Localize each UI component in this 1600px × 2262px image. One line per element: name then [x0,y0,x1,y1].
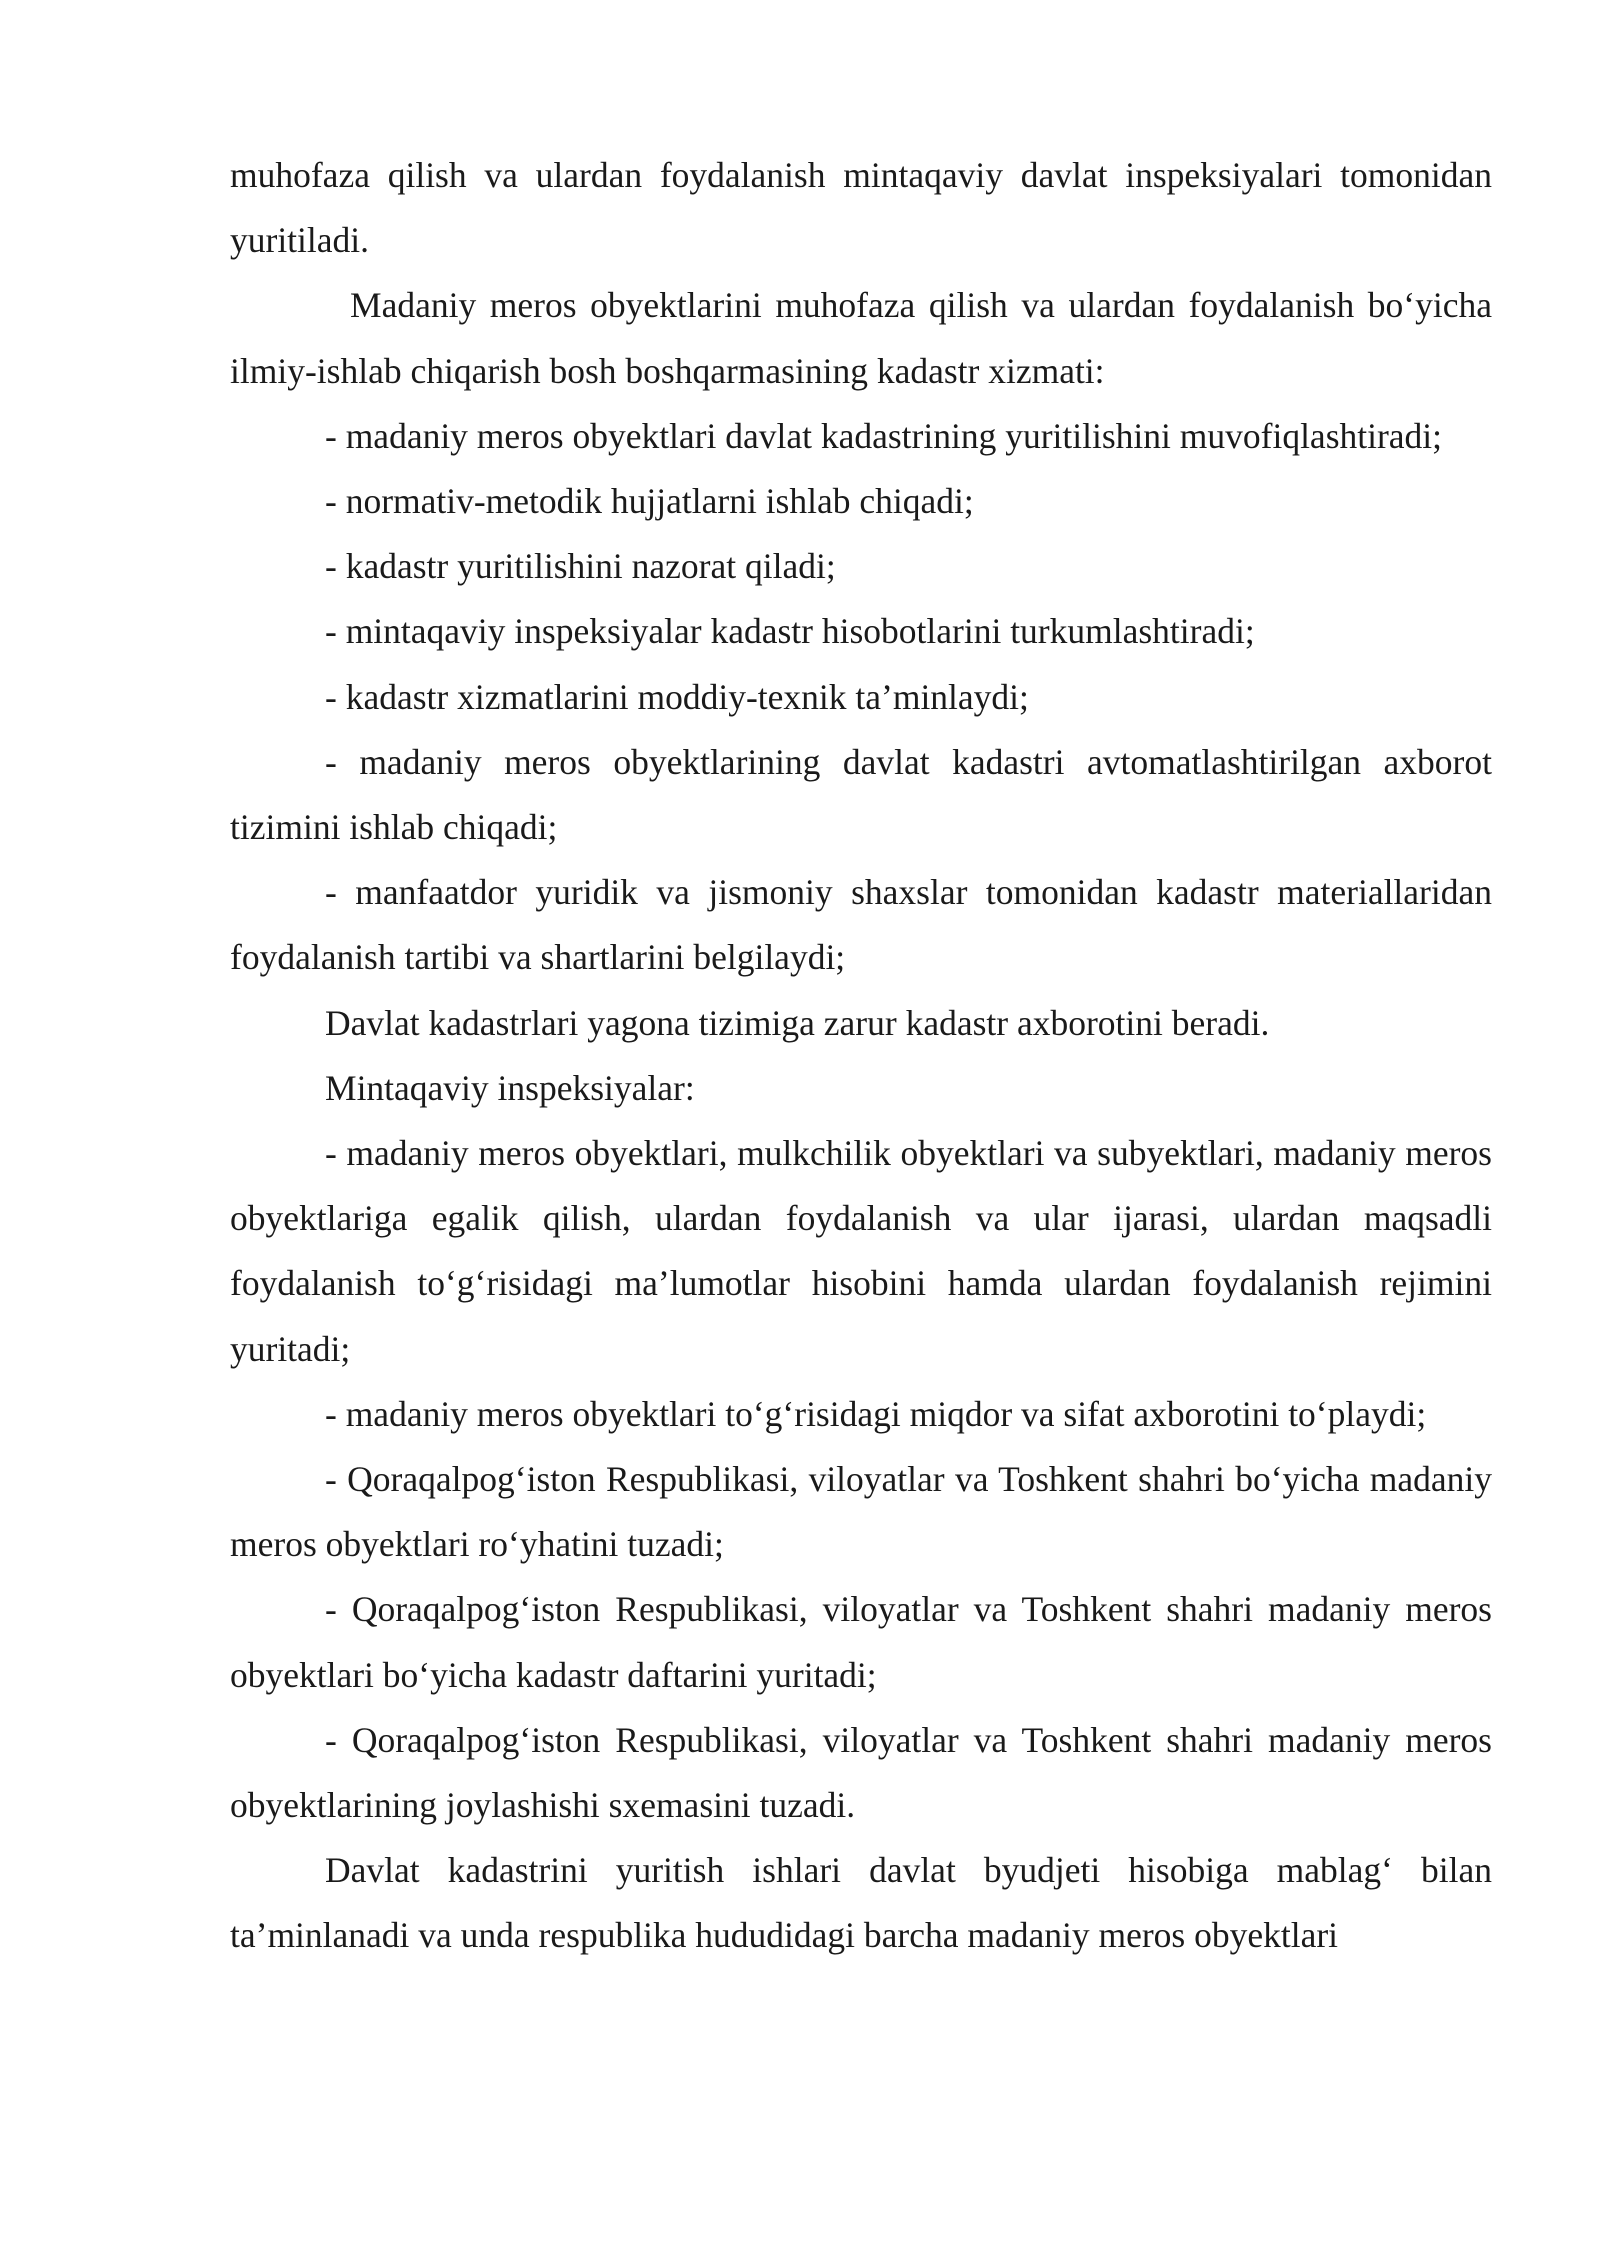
list-item: - Qoraqalpog‘iston Respublikasi, viloyatlar va Toshkent shahri madaniy meros obyektlari bo‘yicha kadastr daftarini yuritadi; [230,1589,1492,1695]
paragraph-continuation: muhofaza qilish va ulardan foydalanish mintaqaviy davlat inspeksiyalari tomonidan yuritiladi. [230,155,1492,261]
list-item: - manfaatdor yuridik va jismoniy shaxslar tomonidan kadastr materiallaridan foydalanish tartibi va shartlarini belgilaydi; [230,872,1492,978]
list-item: - kadastr xizmatlarini moddiy-texnik ta’minlaydi; [325,676,1029,717]
paragraph: Davlat kadastrlari yagona tizimiga zarur kadastr axborotini beradi. [325,1002,1270,1043]
paragraph-regional-inspections-intro: Mintaqaviy inspeksiyalar: [325,1067,695,1108]
list-item: - madaniy meros obyektlari to‘g‘risidagi miqdor va sifat axborotini to‘playdi; [325,1393,1427,1434]
list-item: - kadastr yuritilishini nazorat qiladi; [325,546,836,587]
list-item: - madaniy meros obyektlari, mulkchilik obyektlari va subyektlari, madaniy meros obyektlariga egalik qilish, ulardan foydalanish va ular ijarasi, ulardan maqsadli foydalanish to‘g‘risidagi ma’lumotlar hisobini hamda ulardan foydalanish rejimini yuritadi; [230,1133,1492,1369]
list-item: - madaniy meros obyektlarining davlat kadastri avtomatlashtirilgan axborot tizimini ishlab chiqadi; [230,741,1492,848]
paragraph: Davlat kadastrini yuritish ishlari davlat byudjeti hisobiga mablag‘ bilan ta’minlanadi va unda respublika hududidagi barcha madaniy meros obyektlari [230,1850,1492,1956]
list-item: - madaniy meros obyektlari davlat kadastrining yuritilishini muvofiqlashtiradi; [325,415,1443,456]
list-item: - Qoraqalpog‘iston Respublikasi, viloyatlar va Toshkent shahri bo‘yicha madaniy meros obyektlari ro‘yhatini tuzadi; [230,1459,1492,1565]
list-item: - Qoraqalpog‘iston Respublikasi, viloyatlar va Toshkent shahri madaniy meros obyektlarining joylashishi sxemasini tuzadi. [230,1719,1492,1826]
document-body [230,143,1492,1969]
list-item: - mintaqaviy inspeksiyalar kadastr hisobotlarini turkumlashtiradi; [325,611,1255,652]
paragraph-kadastr-service-intro: Madaniy meros obyektlarini muhofaza qilish va ulardan foydalanish bo‘yicha ilmiy-ishlab chiqarish bosh boshqarmasining kadastr xizmati: [230,285,1492,391]
list-item: - normativ-metodik hujjatlarni ishlab chiqadi; [325,481,974,522]
